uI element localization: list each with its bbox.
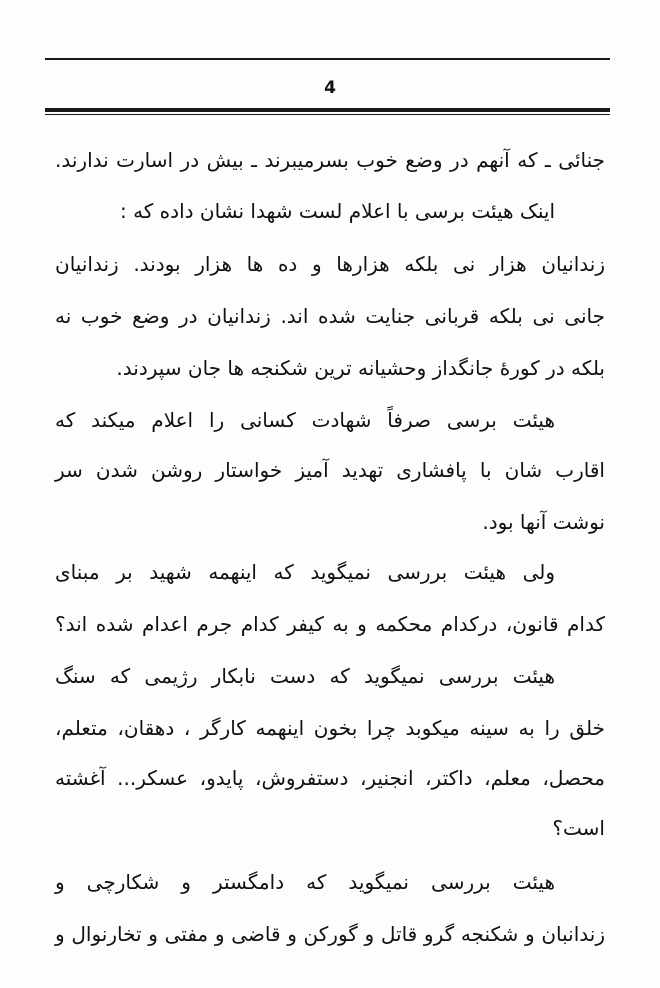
- text-line: هیئت برسی صرفاً شهادت کسانی را اعلام میکند که: [55, 408, 555, 432]
- text-line: ولی هیئت بررسی نمیگوید که اینهمه شهید بر مبنای: [55, 560, 555, 584]
- header-rule-double: [45, 108, 610, 115]
- text-line: کدام قانون، درکدام محکمه و به کیفر کدام جرم اعدام شده اند؟: [55, 612, 605, 636]
- page-number: 4: [324, 78, 336, 98]
- text-line: زندانبان و شکنجه گرو قاتل و گورکن و قاضی و مفتی و تخارنوال و: [55, 922, 605, 946]
- text-line: جنائی ـ که آنهم در وضع خوب بسرمیبرند ـ بیش در اسارت ندارند.: [55, 148, 605, 172]
- text-line: نوشت آنها بود.: [482, 510, 605, 534]
- text-line: اقارب شان با پافشاری تهدید آمیز خواستار روشن شدن سر: [55, 458, 605, 482]
- text-line: بلکه در کورهٔ جانگداز وحشیانه ترین شکنجه ها جان سپردند.: [116, 356, 605, 380]
- text-line: خلق را به سینه میکوبد چرا بخون اینهمه کارگر ، دهقان، متعلم،: [55, 716, 605, 740]
- text-line: اینک هیئت برسی با اعلام لست شهدا نشان داده که :: [119, 199, 555, 223]
- text-line: هیئت بررسی نمیگوید که دست نابکار رژیمی که سنگ: [55, 664, 555, 688]
- text-line: هیئت بررسی نمیگوید که دامگستر و شکارچی و: [55, 870, 555, 894]
- text-line: جانی نی بلکه قربانی جنایت شده اند. زندانیان در وضع خوب نه: [55, 304, 605, 328]
- text-line: زندانیان هزار نی بلکه هزارها و ده ها هزار بودند. زندانیان: [55, 252, 605, 276]
- text-line: محصل، معلم، داکتر، انجنیر، دستفروش، پایدو، عسکر... آغشته: [55, 766, 605, 790]
- text-line: است؟: [552, 816, 605, 840]
- header-rule-top: [45, 58, 610, 60]
